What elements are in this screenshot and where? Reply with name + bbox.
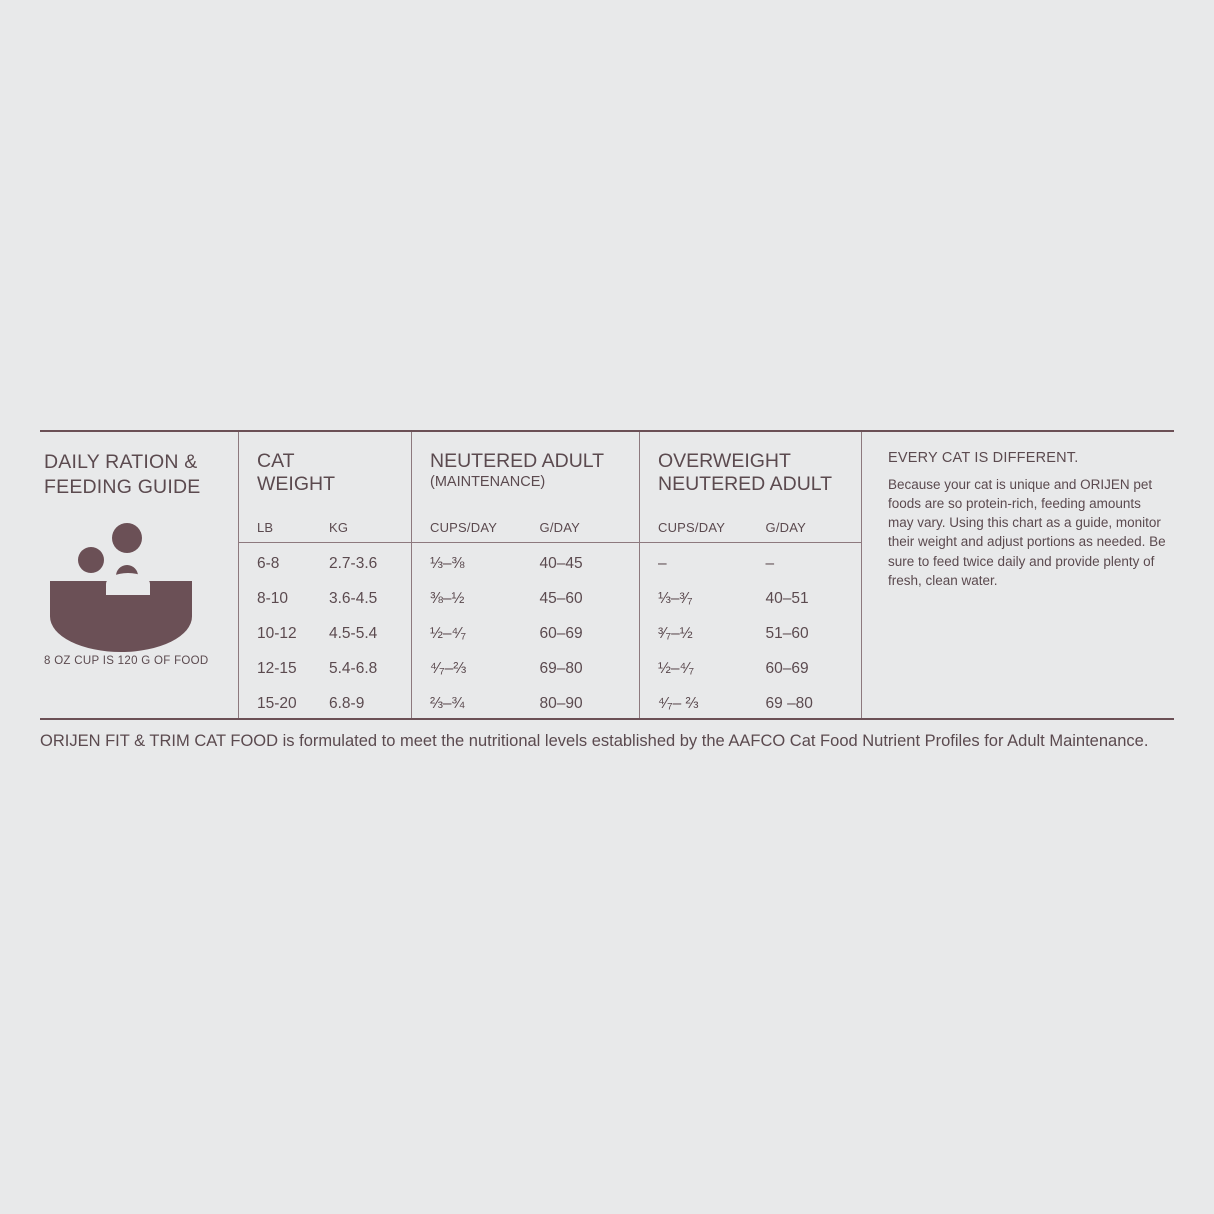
- group-heading: [412, 450, 639, 512]
- page-title: [44, 450, 228, 499]
- cell-lb: 10-12: [257, 625, 297, 642]
- group-heading-line1: OVERWEIGHT: [658, 450, 791, 472]
- table-row: [640, 683, 861, 718]
- column-headers: [239, 520, 411, 543]
- table-row: [412, 683, 639, 718]
- cell-cups-day: ⅜–½: [430, 590, 465, 607]
- cell-kg: 2.7-3.6: [329, 555, 378, 572]
- cell-lb: 8-10: [257, 590, 289, 607]
- column-header-cups-day: CUPS/DAY: [658, 520, 726, 535]
- table-row: [640, 613, 861, 648]
- cell-g-day: 69–80: [539, 660, 583, 677]
- group-heading-line1: CAT: [257, 450, 295, 472]
- table-row: [239, 543, 411, 578]
- table-row: [412, 648, 639, 683]
- table-row: [239, 683, 411, 718]
- table-group-overweight-neutered-adult: [639, 432, 861, 718]
- group-heading: [640, 450, 861, 512]
- cell-g-day: 69 –80: [765, 695, 813, 712]
- cell-cups-day: ⅓–⅜: [430, 555, 465, 572]
- group-heading-line2: NEUTERED ADULT: [658, 473, 833, 496]
- table-row: [640, 578, 861, 613]
- guide-left-column: [40, 432, 238, 718]
- group-heading-line1: NEUTERED ADULT: [430, 450, 605, 472]
- table-row: [640, 543, 861, 578]
- kibble-icon: [112, 523, 142, 553]
- cup-conversion-note: 8 OZ CUP IS 120 G OF FOOD: [44, 655, 209, 668]
- guide-title-line2: FEEDING GUIDE: [44, 475, 201, 498]
- cell-g-day: 40–51: [765, 590, 809, 607]
- group-heading-sub: (MAINTENANCE): [430, 474, 546, 491]
- cell-g-day: 51–60: [765, 625, 809, 642]
- cell-cups-day: –: [658, 555, 667, 572]
- kibble-icon: [78, 547, 104, 573]
- cell-lb: 12-15: [257, 660, 297, 677]
- column-header-cups-day: CUPS/DAY: [430, 520, 498, 535]
- cell-cups-day: ⅓–³⁄₇: [658, 590, 693, 607]
- cell-kg: 4.5-5.4: [329, 625, 378, 642]
- note-body: Because your cat is unique and ORIJEN pet foods are so protein-rich, feeding amounts may vary. Using this chart as a guide, monitor their weight and adjust portions as needed. Be sure to feed twice daily and provide plenty of fresh, clean water.: [888, 477, 1166, 588]
- cell-cups-day: ⅔–¾: [430, 695, 465, 712]
- group-heading-line2: WEIGHT: [257, 473, 335, 496]
- table-row: [239, 578, 411, 613]
- guide-title-line1: DAILY RATION &: [44, 451, 198, 473]
- cell-lb: 15-20: [257, 695, 297, 712]
- table-row: [640, 648, 861, 683]
- column-headers: [640, 520, 861, 543]
- cell-cups-day: ⁴⁄₇–⅔: [430, 660, 467, 677]
- table-group-cat-weight: [239, 432, 411, 718]
- cell-kg: 6.8-9: [329, 695, 365, 712]
- cell-kg: 3.6-4.5: [329, 590, 378, 607]
- table-row: [239, 648, 411, 683]
- table-row: [412, 613, 639, 648]
- column-header-g-day: G/DAY: [539, 520, 581, 535]
- feeding-table: [238, 432, 861, 718]
- group-heading: [239, 450, 411, 512]
- column-header-g-day: G/DAY: [765, 520, 807, 535]
- table-row: [412, 543, 639, 578]
- cell-cups-day: ½–⁴⁄₇: [658, 660, 695, 677]
- cell-cups-day: ½–⁴⁄₇: [430, 625, 467, 642]
- cell-kg: 5.4-6.8: [329, 660, 378, 677]
- cell-g-day: 60–69: [539, 625, 583, 642]
- table-group-neutered-adult: [411, 432, 639, 718]
- cell-g-day: 40–45: [539, 555, 583, 572]
- cell-g-day: –: [765, 555, 775, 572]
- column-headers: [412, 520, 639, 543]
- every-cat-note: [861, 432, 1174, 718]
- column-header-kg: KG: [329, 520, 349, 535]
- cell-cups-day: ³⁄₇–½: [658, 625, 693, 642]
- cell-g-day: 60–69: [765, 660, 809, 677]
- note-title: EVERY CAT IS DIFFERENT.: [888, 450, 1079, 466]
- cell-lb: 6-8: [257, 555, 280, 572]
- cell-g-day: 45–60: [539, 590, 583, 607]
- feeding-guide-panel: [40, 430, 1174, 753]
- cell-cups-day: ⁴⁄₇– ⅔: [658, 695, 699, 712]
- table-row: [412, 578, 639, 613]
- column-header-lb: LB: [257, 520, 274, 535]
- guide-columns: [40, 432, 1174, 718]
- table-row: [239, 613, 411, 648]
- cell-g-day: 80–90: [539, 695, 583, 712]
- bowl-notch: [106, 573, 150, 595]
- aafco-statement: ORIJEN FIT & TRIM CAT FOOD is formulated to meet the nutritional levels established by the AAFCO Cat Food Nutrient Profiles for Adult Maintenance.: [40, 732, 1149, 750]
- food-bowl-icon: [44, 523, 204, 643]
